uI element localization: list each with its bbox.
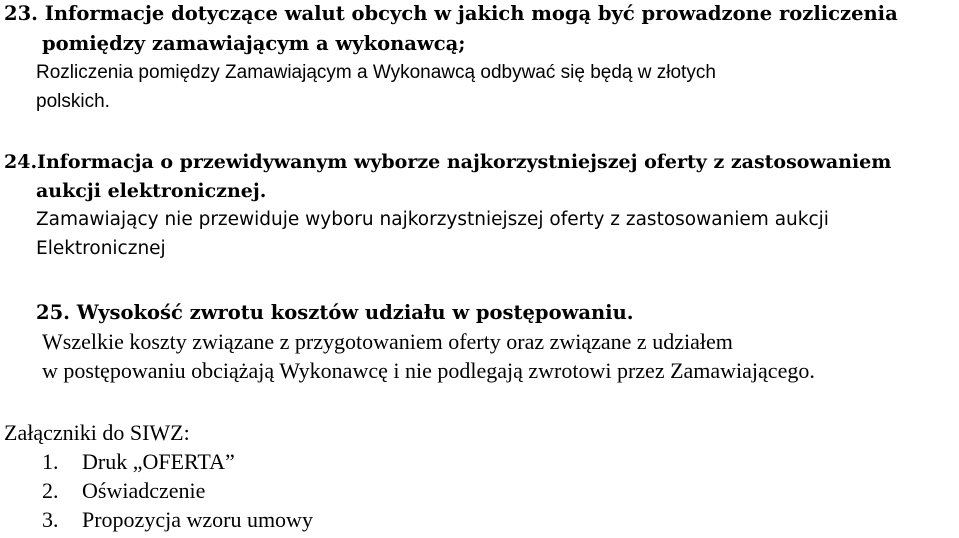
attachment-item-number: 2. <box>42 478 59 503</box>
attachment-item-3 <box>42 509 313 531</box>
attachment-item-2 <box>42 480 205 502</box>
attachment-item-label: Druk „OFERTA” <box>82 449 235 474</box>
section-24-heading-line2: aukcji elektronicznej. <box>36 180 267 202</box>
section-24-body-line1: Zamawiający nie przewiduje wyboru najkorzystniejszej oferty z zastosowaniem aukcji <box>36 209 829 230</box>
attachment-item-number: 3. <box>42 507 59 532</box>
section-25-body-line2: w postępowaniu obciążają Wykonawcę i nie podlegają zwrotowi przez Zamawiającego. <box>42 358 815 383</box>
section-23-heading-line2: pomiędzy zamawiającym a wykonawcą; <box>42 32 466 55</box>
attachment-item-1 <box>42 451 235 473</box>
attachments-title: Załączniki do SIWZ: <box>4 420 190 445</box>
section-23-body-line1: Rozliczenia pomiędzy Zamawiającym a Wykonawcą odbywać się będą w złotych <box>36 62 716 83</box>
section-23-body-line2: polskich. <box>36 91 110 112</box>
section-25-body-line1: Wszelkie koszty związane z przygotowaniem oferty oraz związane z udziałem <box>42 329 733 354</box>
attachment-item-label: Oświadczenie <box>82 478 206 503</box>
attachment-item-number: 1. <box>42 449 59 474</box>
section-24-body-line2: Elektronicznej <box>36 238 166 259</box>
section-24-heading-line1: 24.Informacja o przewidywanym wyborze najkorzystniejszej oferty z zastosowaniem <box>4 151 892 173</box>
section-25-heading: 25. Wysokość zwrotu kosztów udziału w postępowaniu. <box>36 301 634 324</box>
attachment-item-label: Propozycja wzoru umowy <box>82 507 313 532</box>
section-23-heading-line1: 23. Informacje dotyczące walut obcych w jakich mogą być prowadzone rozliczenia <box>4 2 898 25</box>
